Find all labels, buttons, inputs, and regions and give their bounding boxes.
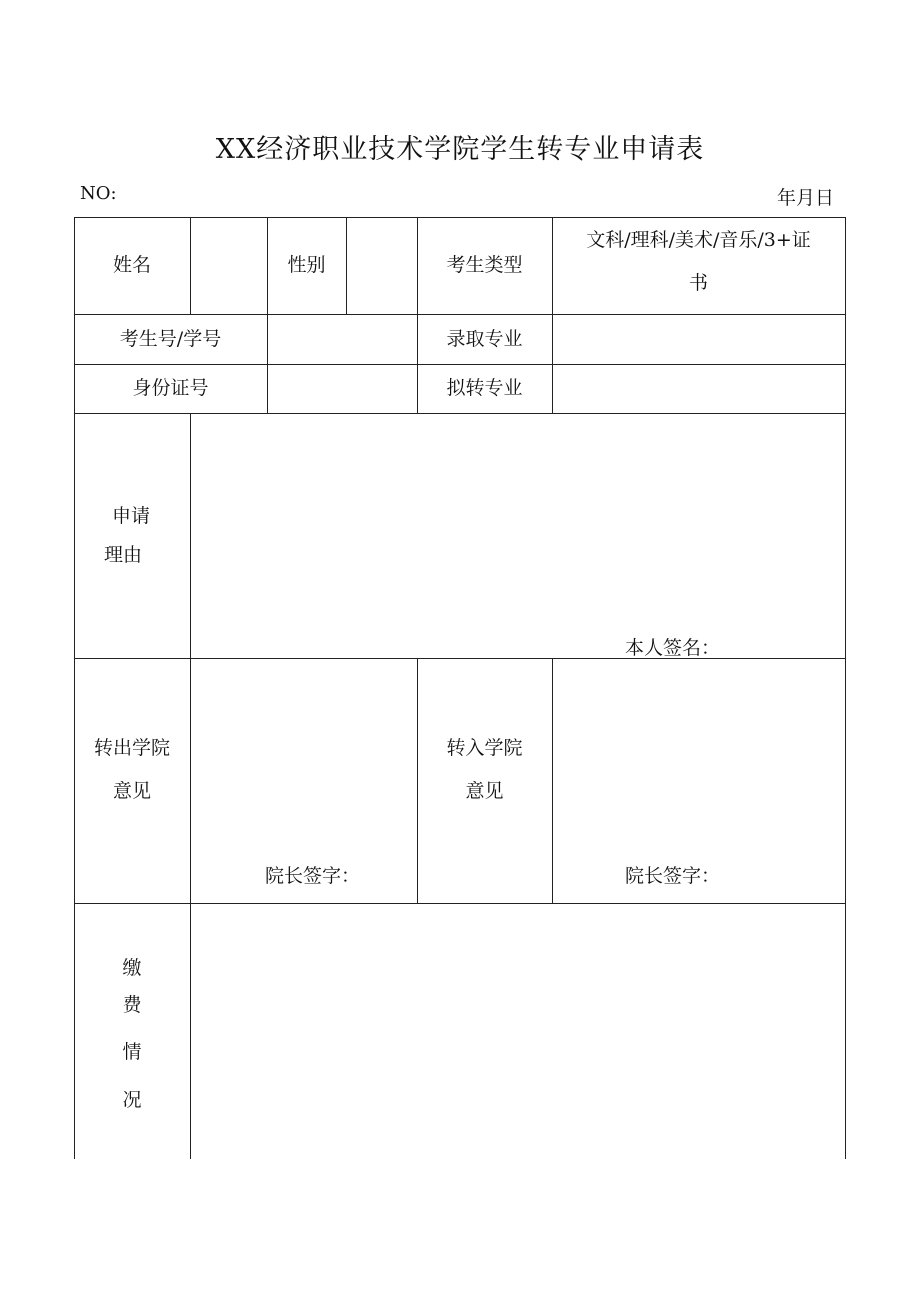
reason-text-area[interactable] — [190, 413, 845, 658]
date-label: 年月日 — [776, 187, 834, 209]
gender-label: 性别 — [287, 254, 326, 277]
admitted-major-label: 录取专业 — [446, 327, 523, 350]
transfer-out-label-line2: 意见 — [112, 779, 151, 802]
name-field[interactable] — [190, 217, 267, 314]
payment-status-char-1: 缴 — [122, 957, 142, 979]
serial-number-label: NO: — [80, 183, 117, 204]
applicant-signature-label: 本人签名： — [625, 637, 721, 659]
candidate-type-label: 考生类型 — [446, 254, 523, 277]
student-id-label: 考生号/学号 — [119, 327, 222, 350]
transfer-out-dean-signature: 院长签字： — [265, 865, 361, 887]
candidate-type-options-line2: 书 — [688, 271, 708, 294]
id-card-field[interactable] — [267, 364, 417, 413]
table-border — [845, 217, 846, 1159]
payment-status-label — [74, 903, 190, 1159]
transfer-in-dean-signature: 院长签字： — [625, 865, 721, 887]
reason-label — [74, 413, 190, 658]
gender-field[interactable] — [346, 217, 417, 314]
student-id-field[interactable] — [267, 314, 417, 364]
candidate-type-options-line1: 文科/理科/美术/音乐/3+证 — [586, 229, 811, 251]
target-major-field[interactable] — [552, 364, 845, 413]
transfer-out-opinion-label — [74, 658, 190, 903]
reason-label-line1: 申请 — [112, 504, 151, 527]
transfer-in-label-line1: 转入学院 — [446, 736, 523, 759]
transfer-out-label-line1: 转出学院 — [93, 736, 170, 759]
payment-status-char-3: 情 — [122, 1040, 142, 1063]
transfer-in-opinion-label — [417, 658, 552, 903]
admitted-major-field[interactable] — [552, 314, 845, 364]
payment-status-char-4: 况 — [122, 1089, 142, 1112]
payment-status-char-2: 费 — [122, 993, 142, 1016]
candidate-type-options[interactable] — [552, 217, 845, 314]
id-card-label: 身份证号 — [132, 377, 209, 400]
form-title: XX经济职业技术学院学生转专业申请表 — [215, 134, 705, 165]
transfer-in-label-line2: 意见 — [465, 779, 504, 802]
reason-label-line2: 理由 — [104, 543, 143, 566]
name-label: 姓名 — [112, 254, 151, 277]
target-major-label: 拟转专业 — [446, 377, 523, 400]
payment-status-field[interactable] — [190, 903, 845, 1159]
